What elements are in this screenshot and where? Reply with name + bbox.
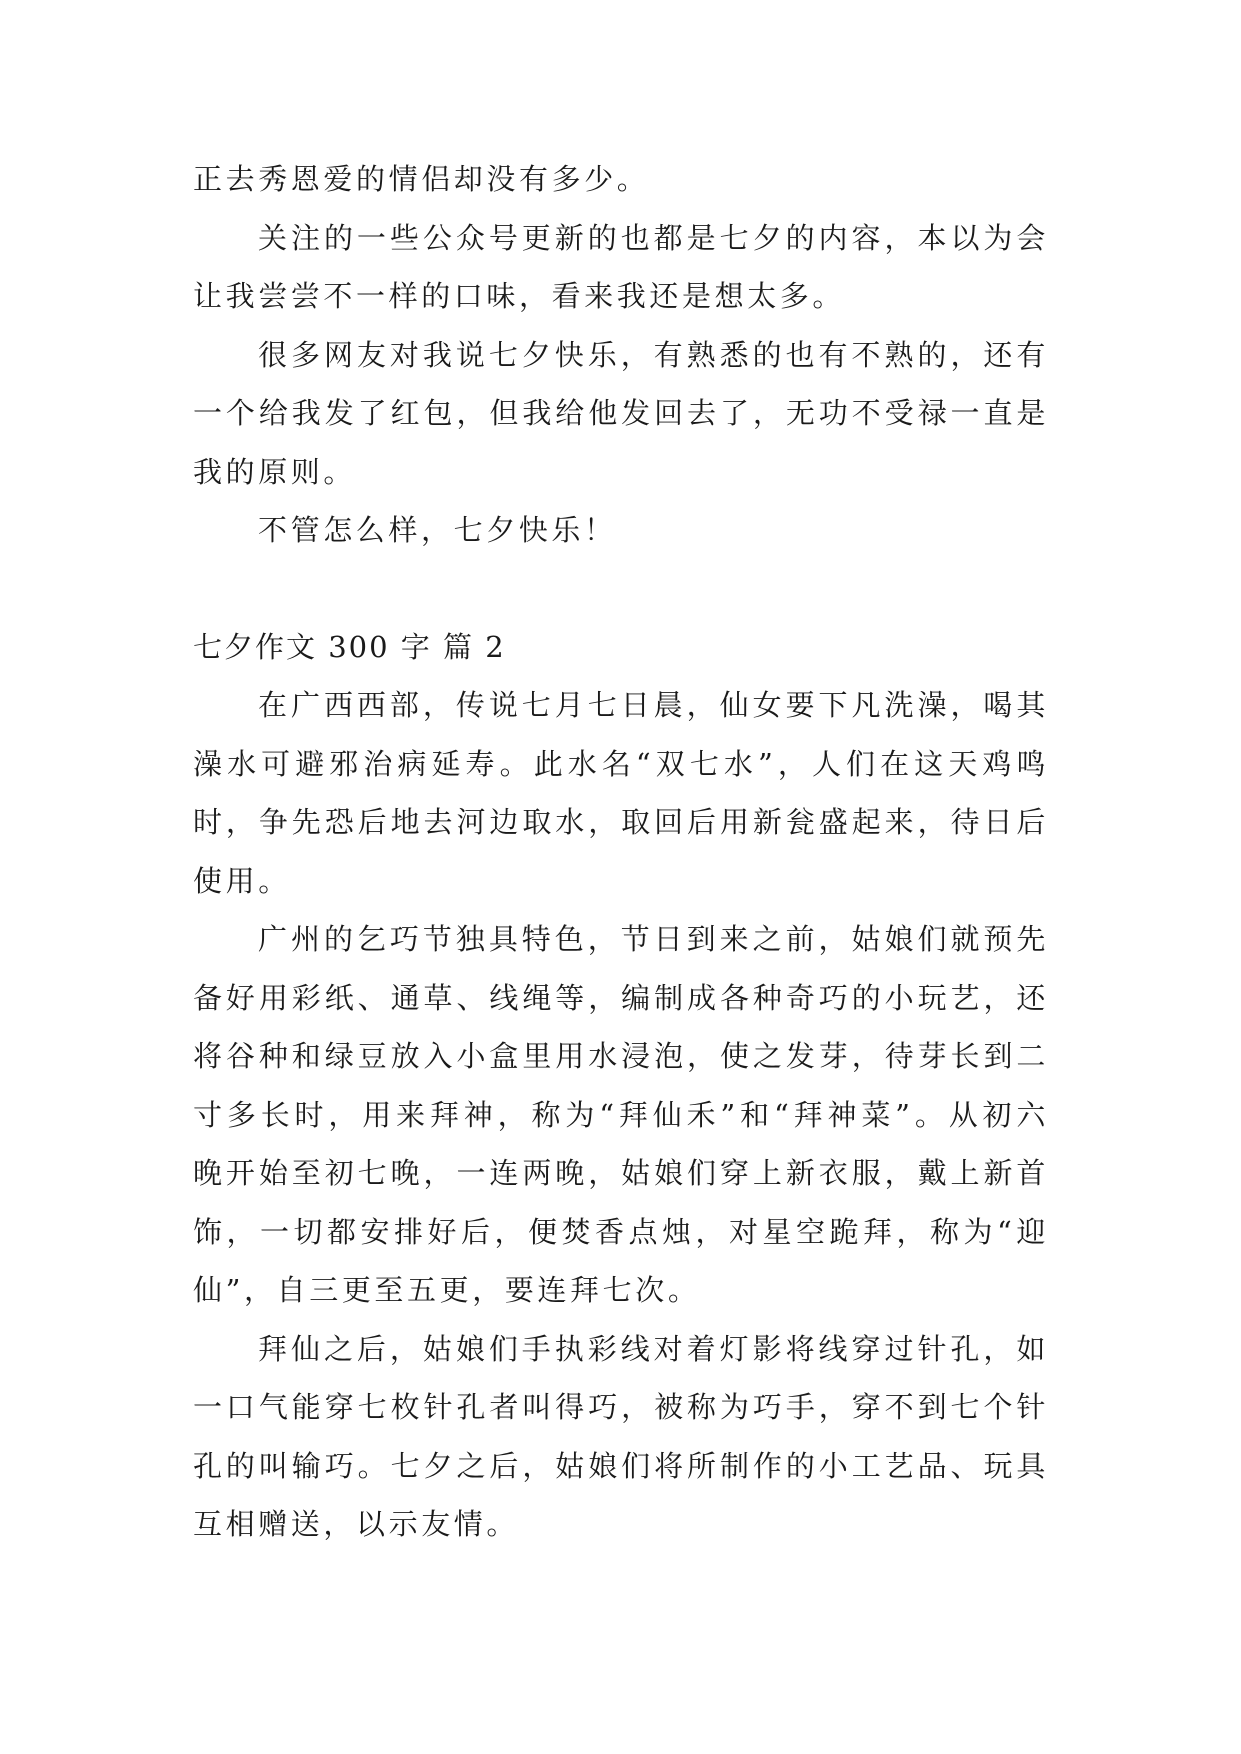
paragraph-intro-continuation: 正去秀恩爱的情侣却没有多少。 — [193, 162, 650, 196]
section-title: 七夕作文 300 字 篇 2 — [193, 629, 506, 664]
paragraph-public-accounts: 关注的一些公众号更新的也都是七夕的内容，本以为会让我尝尝不一样的口味，看来我还是想太多。 — [193, 220, 1049, 313]
section-spacer — [193, 560, 1049, 618]
paragraph-guangxi: 在广西西部，传说七月七日晨，仙女要下凡洗澡，喝其澡水可避邪治病延寿。此水名“双七水”，人们在这天鸡鸣时，争先恐后地去河边取水，取回后用新瓮盛起来，待日后使用。 — [193, 688, 1049, 898]
paragraph-friends-greetings: 很多网友对我说七夕快乐，有熟悉的也有不熟的，还有一个给我发了红包，但我给他发回去了，无功不受禄一直是我的原则。 — [193, 337, 1049, 489]
paragraph-guangzhou: 广州的乞巧节独具特色，节日到来之前，姑娘们就预先备好用彩纸、通草、线绳等，编制成各种奇巧的小玩艺，还将谷种和绿豆放入小盒里用水浸泡，使之发芽，待芽长到二寸多长时，用来拜神，称为“拜仙禾”和“拜神菜”。从初六晚开始至初七晚，一连两晚，姑娘们穿上新衣服，戴上新首饰，一切都安排好后，便焚香点烛，对星空跪拜，称为“迎仙”，自三更至五更，要连拜七次。 — [193, 922, 1049, 1307]
paragraph-happy-qixi: 不管怎么样，七夕快乐！ — [258, 513, 617, 547]
document-page — [193, 150, 1049, 1554]
paragraph-threading-needles: 拜仙之后，姑娘们手执彩线对着灯影将线穿过针孔，如一口气能穿七枚针孔者叫得巧，被称为巧手，穿不到七个针孔的叫输巧。七夕之后，姑娘们将所制作的小工艺品、玩具互相赠送，以示友情。 — [193, 1331, 1049, 1541]
